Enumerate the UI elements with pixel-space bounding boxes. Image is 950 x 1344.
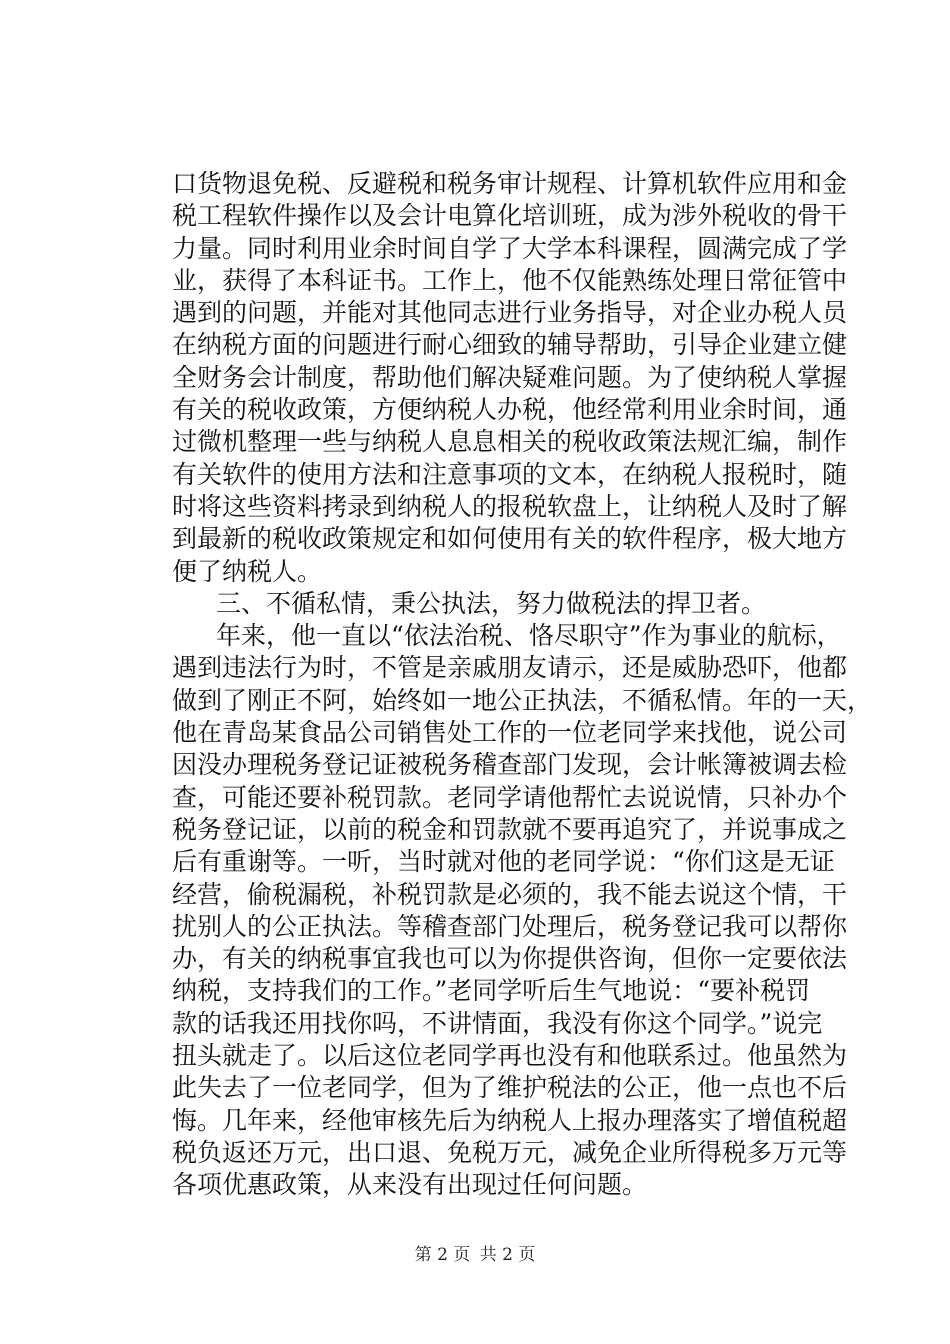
text-line: 此失去了一位老同学，但为了维护税法的公正，他一点也不后	[172, 1073, 848, 1103]
page-total: 共 2 页	[479, 1245, 536, 1265]
body-text	[172, 168, 873, 1202]
text-line: 悔。几年来，经他审核先后为纳税人上报办理落实了增值税超	[172, 1105, 848, 1135]
text-line: 款的话我还用找你吗，不讲情面，我没有你这个同学。”说完	[172, 1008, 823, 1038]
text-line: 税负返还万元，出口退、免税万元，减免企业所得税多万元等	[172, 1137, 848, 1167]
text-line: 税务登记证，以前的税金和罚款就不要再追究了，并说事成之	[172, 814, 848, 844]
text-line: 遇到的问题，并能对其他同志进行业务指导，对企业办税人员	[172, 298, 848, 328]
text-line: 有关软件的使用方法和注意事项的文本，在纳税人报税时，随	[172, 459, 848, 489]
text-line: 税工程软件操作以及会计电算化培训班，成为涉外税收的骨干	[172, 201, 848, 231]
text-line: 办，有关的纳税事宜我也可以为你提供咨询，但你一定要依法	[172, 944, 848, 974]
text-line: 因没办理税务登记证被税务稽查部门发现，会计帐簿被调去检	[172, 750, 848, 780]
text-line: 查，可能还要补税罚款。老同学请他帮忙去说说情，只补办个	[172, 782, 848, 812]
text-line: 口货物退免税、反避税和税务审计规程、计算机软件应用和金	[172, 169, 848, 198]
text-line: 遇到违法行为时，不管是亲戚朋友请示，还是威胁恐吓，他都	[172, 653, 848, 683]
text-line: 有关的税收政策，方便纳税人办税，他经常利用业余时间，通	[172, 395, 848, 425]
page-footer	[0, 1240, 950, 1265]
text-line: 便了纳税人。	[172, 556, 323, 586]
text-line: 业，获得了本科证书。工作上，他不仅能熟练处理日常征管中	[172, 265, 848, 295]
text-line: 各项优惠政策，从来没有出现过任何问题。	[172, 1170, 648, 1200]
text-line: 全财务会计制度，帮助他们解决疑难问题。为了使纳税人掌握	[172, 362, 848, 392]
text-line: 时将这些资料拷录到纳税人的报税软盘上，让纳税人及时了解	[172, 491, 848, 521]
text-line: 到最新的税收政策规定和如何使用有关的软件程序，极大地方	[172, 524, 848, 554]
text-line: 年来，他一直以“依法治税、恪尽职守”作为事业的航标，	[216, 621, 842, 651]
text-line: 在纳税方面的问题进行耐心细致的辅导帮助，引导企业建立健	[172, 330, 848, 360]
text-line: 扰别人的公正执法。等稽查部门处理后，税务登记我可以帮你	[172, 911, 848, 941]
section-heading: 三、不循私情，秉公执法，努力做税法的捍卫者。	[216, 588, 767, 618]
text-line: 后有重谢等。一听，当时就对他的老同学说：“你们这是无证	[172, 847, 835, 877]
text-line: 做到了刚正不阿，始终如一地公正执法，不循私情。年的一天，	[172, 685, 873, 715]
text-line: 扭头就走了。以后这位老同学再也没有和他联系过。他虽然为	[172, 1041, 848, 1071]
text-line: 纳税，支持我们的工作。”老同学听后生气地说：“要补税罚	[172, 976, 811, 1006]
text-line: 经营，偷税漏税，补税罚款是必须的，我不能去说这个情，干	[172, 879, 848, 909]
text-line: 力量。同时利用业余时间自学了大学本科课程，圆满完成了学	[172, 233, 848, 263]
page-number: 第 2 页	[414, 1245, 471, 1265]
text-line: 他在青岛某食品公司销售处工作的一位老同学来找他，说公司	[172, 718, 848, 748]
text-line: 过微机整理一些与纳税人息息相关的税收政策法规汇编，制作	[172, 427, 848, 457]
